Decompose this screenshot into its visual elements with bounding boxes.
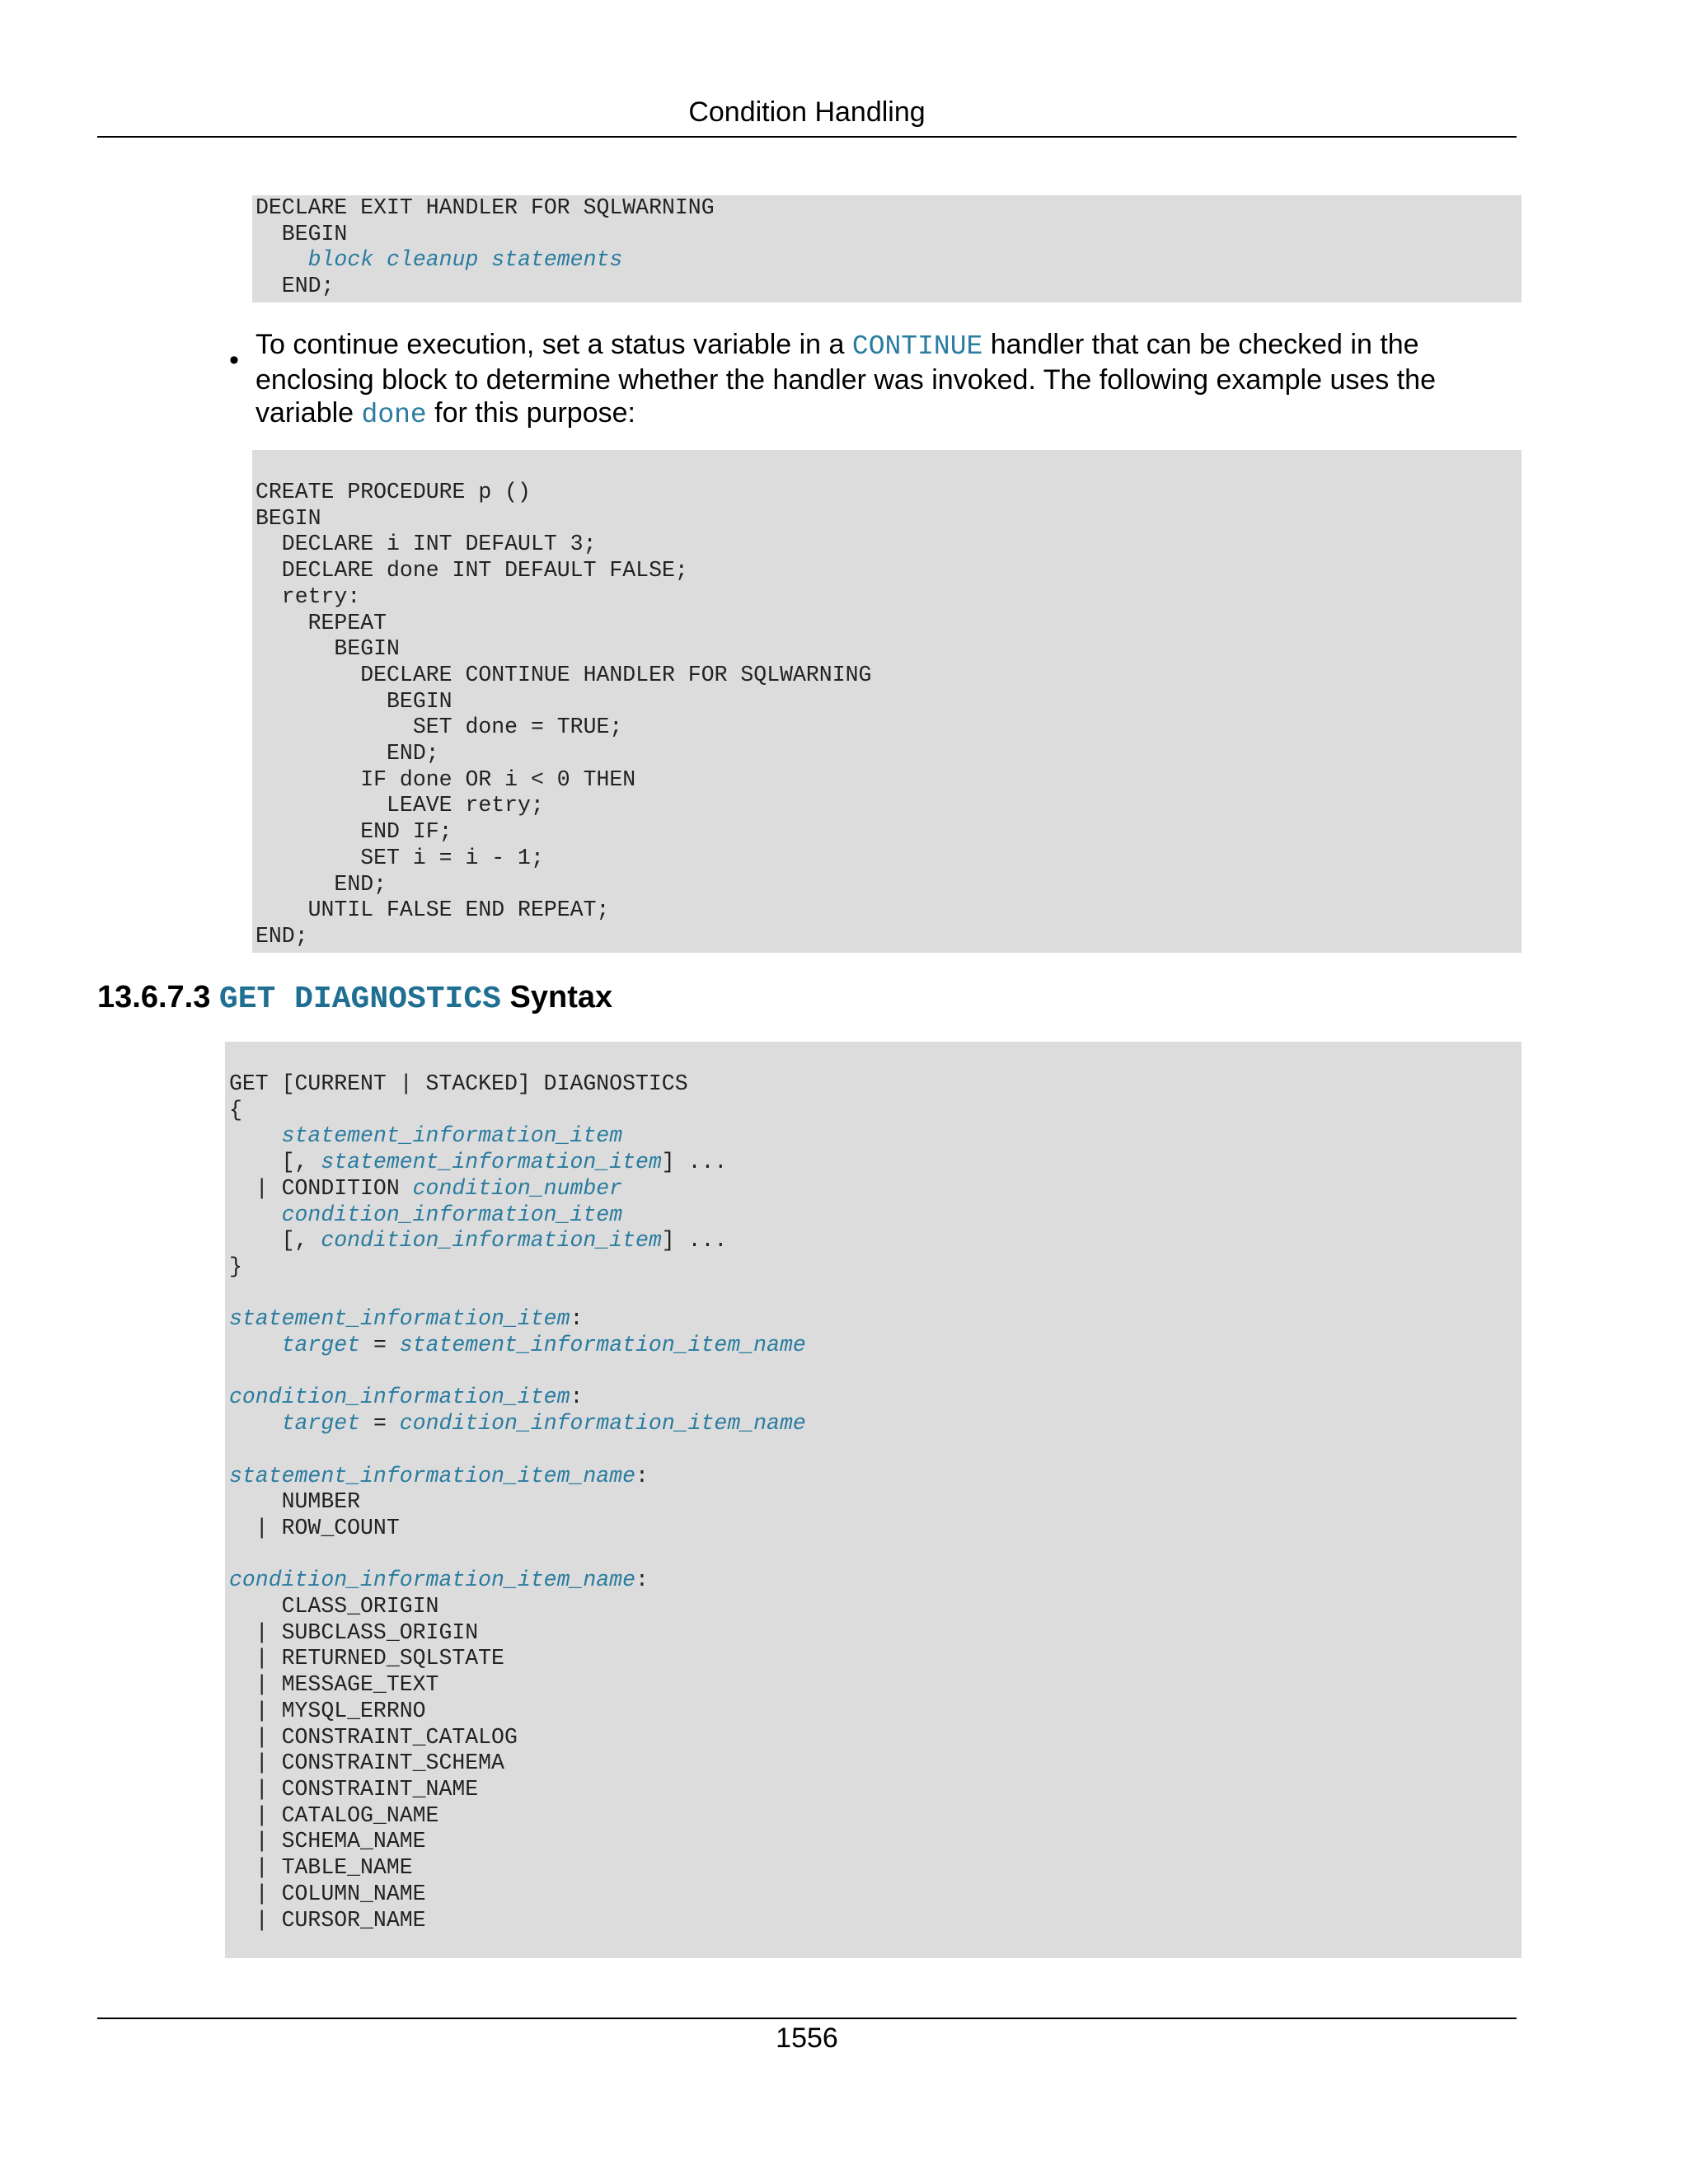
code-text: } xyxy=(229,1254,242,1279)
code-text: SET done = TRUE; xyxy=(256,715,623,740)
paragraph-text: handler that can be checked in the enclosing block to determine whether the handler was invoked. The following example uses the variable xyxy=(256,329,1436,429)
code-text: | CATALOG_NAME xyxy=(229,1802,439,1828)
code-text: END; xyxy=(256,871,387,897)
code-text xyxy=(229,1333,282,1357)
bullet-paragraph xyxy=(256,328,1525,432)
code-placeholder: target xyxy=(281,1411,361,1436)
code-text: | CONDITION xyxy=(229,1175,413,1201)
section-heading-suffix: Syntax xyxy=(509,980,613,1015)
code-text: REPEAT xyxy=(256,610,387,635)
code-text: END IF; xyxy=(256,819,452,845)
code-text: : xyxy=(570,1306,584,1332)
code-text: [, xyxy=(229,1150,321,1175)
code-text: IF done OR i < 0 THEN xyxy=(256,766,636,792)
code-block-continue-handler-example xyxy=(252,450,1522,953)
code-text: : xyxy=(635,1568,649,1593)
section-heading-code: GET DIAGNOSTICS xyxy=(218,982,501,1017)
paragraph-text: for this purpose: xyxy=(426,397,635,429)
code-placeholder: condition_information_item xyxy=(321,1228,662,1254)
code-block-get-diagnostics-syntax xyxy=(225,1042,1522,1958)
code-text: : xyxy=(570,1385,584,1410)
code-block-exit-handler xyxy=(252,195,1522,302)
code-text: ] ... xyxy=(661,1150,728,1175)
code-text: = xyxy=(360,1333,400,1358)
code-text: BEGIN xyxy=(256,221,348,246)
code-text: | COLUMN_NAME xyxy=(229,1881,426,1906)
code-placeholder: statement_information_item xyxy=(229,1306,570,1332)
code-text: | SCHEMA_NAME xyxy=(229,1829,426,1854)
code-text: | SUBCLASS_ORIGIN xyxy=(229,1619,479,1645)
section-number: 13.6.7.3 xyxy=(97,980,211,1015)
code-text: | ROW_COUNT xyxy=(229,1515,400,1540)
code-text: DECLARE EXIT HANDLER FOR SQLWARNING xyxy=(256,195,715,220)
code-text: END; xyxy=(256,274,335,299)
code-text: | CURSOR_NAME xyxy=(229,1907,426,1933)
code-text: | MYSQL_ERRNO xyxy=(229,1698,426,1723)
code-text: BEGIN xyxy=(256,505,321,531)
code-text: retry: xyxy=(256,583,361,609)
code-text: END; xyxy=(256,741,439,766)
code-text xyxy=(229,1411,282,1436)
code-text: | CONSTRAINT_NAME xyxy=(229,1776,479,1802)
code-text: END; xyxy=(256,923,308,949)
code-text: | MESSAGE_TEXT xyxy=(229,1672,439,1698)
code-text: : xyxy=(635,1463,649,1488)
code-text: = xyxy=(360,1411,400,1436)
code-text: DECLARE i INT DEFAULT 3; xyxy=(256,532,597,557)
code-text: NUMBER xyxy=(229,1489,361,1515)
code-text: BEGIN xyxy=(256,688,452,714)
page-number: 1556 xyxy=(776,2022,838,2054)
paragraph-text: To continue execution, set a status variable in a xyxy=(256,329,852,360)
code-text: CREATE PROCEDURE p () xyxy=(256,480,531,504)
code-placeholder: block cleanup statements xyxy=(307,247,623,273)
code-text xyxy=(256,247,308,272)
code-placeholder: statement_information_item xyxy=(281,1123,623,1149)
code-placeholder: condition_number xyxy=(412,1175,623,1201)
section-heading xyxy=(97,977,1498,1019)
code-text: [, xyxy=(229,1228,321,1254)
page-header-title: Condition Handling xyxy=(688,96,926,128)
code-text: UNTIL FALSE END REPEAT; xyxy=(256,898,610,923)
code-placeholder: statement_information_item_name xyxy=(229,1463,635,1488)
code-text: | CONSTRAINT_CATALOG xyxy=(229,1724,518,1750)
code-placeholder: condition_information_item_name xyxy=(229,1568,635,1593)
code-text: | CONSTRAINT_SCHEMA xyxy=(229,1750,504,1776)
header-rule xyxy=(97,136,1517,138)
code-text: GET [CURRENT | STACKED] DIAGNOSTICS xyxy=(229,1071,688,1096)
code-text xyxy=(229,1123,282,1148)
code-text: DECLARE CONTINUE HANDLER FOR SQLWARNING xyxy=(256,662,872,687)
bullet-marker: • xyxy=(229,344,239,376)
code-placeholder: target xyxy=(281,1333,361,1358)
code-text: { xyxy=(229,1097,242,1122)
inline-code-done: done xyxy=(361,400,427,430)
code-text: ] ... xyxy=(661,1228,728,1254)
code-placeholder: statement_information_item_name xyxy=(399,1333,806,1358)
code-text: | RETURNED_SQLSTATE xyxy=(229,1646,504,1671)
code-text: SET i = i - 1; xyxy=(256,845,544,870)
code-placeholder: statement_information_item xyxy=(321,1150,662,1175)
code-text: | TABLE_NAME xyxy=(229,1855,413,1881)
code-placeholder: condition_information_item xyxy=(229,1385,570,1410)
code-text: CLASS_ORIGIN xyxy=(229,1594,439,1619)
code-placeholder: condition_information_item xyxy=(281,1202,623,1227)
code-text: LEAVE retry; xyxy=(256,793,544,818)
code-text xyxy=(229,1202,282,1227)
code-text: BEGIN xyxy=(256,636,400,662)
inline-code-continue: CONTINUE xyxy=(851,331,983,362)
code-text: DECLARE done INT DEFAULT FALSE; xyxy=(256,558,688,583)
code-placeholder: condition_information_item_name xyxy=(399,1411,806,1436)
